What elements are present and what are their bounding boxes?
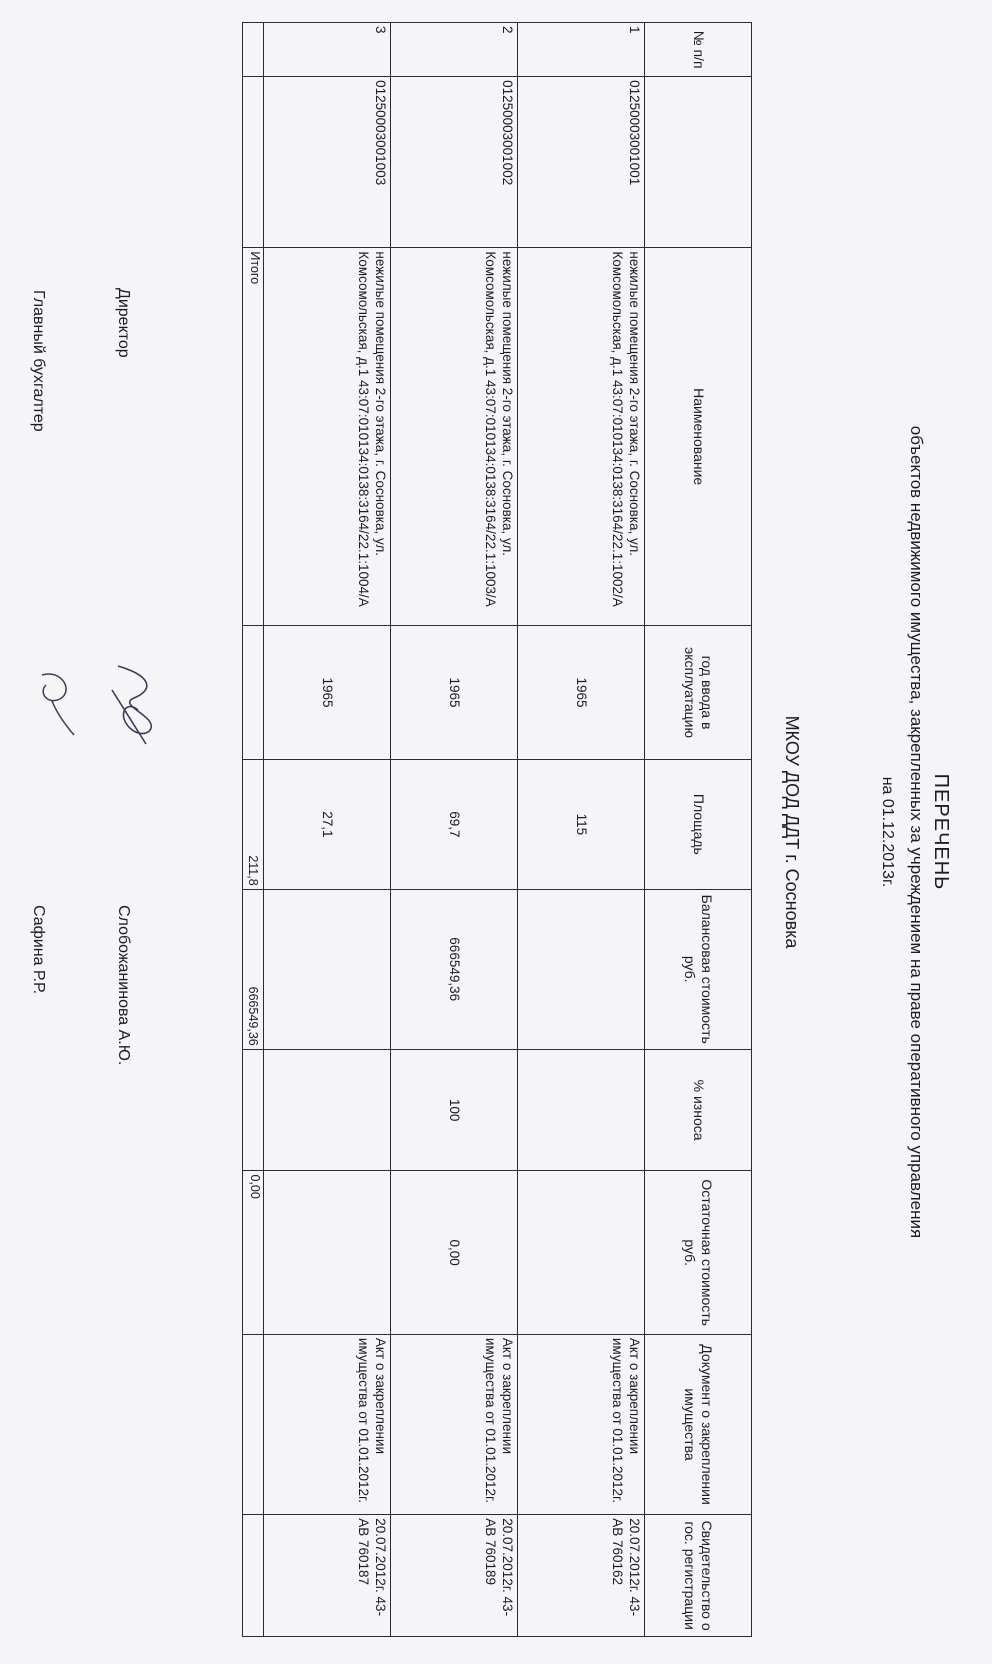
- column-header-area: Площадь: [645, 760, 752, 890]
- transfer-document: Акт о закреплении имущества от 01.01.2012г.: [264, 1334, 391, 1514]
- wear-value: [264, 1049, 391, 1171]
- column-header-name: Наименование: [645, 248, 752, 626]
- area-value: 115: [518, 760, 645, 890]
- column-header-residual: Остаточная стоимость руб.: [645, 1171, 752, 1334]
- document-subtitle: объектов недвижимого имущества, закрепленных за учреждением на праве оперативного управления: [907, 425, 926, 1239]
- commission-year: 1965: [391, 625, 518, 759]
- director-signature: [102, 660, 162, 750]
- document-date: на 01.12.2013г.: [879, 776, 896, 888]
- property-table: [242, 22, 752, 1637]
- document-title: ПЕРЕЧЕНЬ: [930, 773, 952, 891]
- total-empty-cell: [243, 23, 264, 77]
- chief-accountant-label: Главный бухгалтер: [30, 290, 47, 432]
- column-header-year: год ввода в эксплуатацию: [645, 625, 752, 759]
- column-header-balance: Балансовая стоимость руб.: [645, 889, 752, 1049]
- residual-value: 0,00: [391, 1171, 518, 1334]
- registration-certificate: 20.07.2012г. 43-АВ 760189: [391, 1515, 518, 1637]
- inventory-code: 01250003001001: [518, 77, 645, 248]
- column-header-wear: % износа: [645, 1049, 752, 1171]
- registration-certificate: 20.07.2012г. 43-АВ 760187: [264, 1515, 391, 1637]
- property-name: нежилые помещения 2-го этажа, г. Сосновка, ул. Комсомольская, д.1 43:07:010134:0138:3164/22.1:1003/А: [391, 248, 518, 626]
- row-number: 2: [391, 23, 518, 77]
- inventory-code: 01250003001003: [264, 77, 391, 248]
- table-row: [391, 23, 518, 1637]
- commission-year: 1965: [264, 625, 391, 759]
- column-header-document: Документ о закреплении имущества: [645, 1334, 752, 1514]
- chief-accountant-name: Сафина Р.Р.: [30, 905, 47, 995]
- column-header-certificate: Свидетельство о гос. регистрации: [645, 1515, 752, 1637]
- organization-name: МКОУ ДОД ДДТ г. Сосновка: [782, 715, 802, 949]
- residual-value: [264, 1171, 391, 1334]
- chief-accountant-signature: [22, 665, 82, 745]
- total-empty-cell: [243, 77, 264, 248]
- property-name: нежилые помещения 2-го этажа, г. Сосновка, ул. Комсомольская, д.1 43:07:010134:0138:3164/22.1:1004/А: [264, 248, 391, 626]
- total-area: 211,8: [243, 760, 264, 890]
- director-label: Директор: [115, 288, 132, 358]
- total-row: [243, 23, 264, 1637]
- table-row: [518, 23, 645, 1637]
- balance-value: [264, 889, 391, 1049]
- area-value: 27,1: [264, 760, 391, 890]
- residual-value: [518, 1171, 645, 1334]
- table-row: [264, 23, 391, 1637]
- total-empty-cell: [243, 1049, 264, 1171]
- commission-year: 1965: [518, 625, 645, 759]
- total-empty-cell: [243, 625, 264, 759]
- total-balance: 666549,36: [243, 889, 264, 1049]
- area-value: 69,7: [391, 760, 518, 890]
- wear-value: [518, 1049, 645, 1171]
- column-header-code: [645, 77, 752, 248]
- transfer-document: Акт о закреплении имущества от 01.01.2012г.: [391, 1334, 518, 1514]
- balance-value: [518, 889, 645, 1049]
- total-empty-cell: [243, 1515, 264, 1637]
- row-number: 1: [518, 23, 645, 77]
- total-empty-cell: [243, 1334, 264, 1514]
- property-name: нежилые помещения 2-го этажа, г. Сосновка, ул. Комсомольская, д.1 43:07:010134:0138:3164/22.1:1002/А: [518, 248, 645, 626]
- balance-value: 666549,36: [391, 889, 518, 1049]
- table-header-row: [645, 23, 752, 1637]
- transfer-document: Акт о закреплении имущества от 01.01.2012г.: [518, 1334, 645, 1514]
- total-label: Итого: [243, 248, 264, 626]
- total-residual: 0,00: [243, 1171, 264, 1334]
- director-name: Слобожанинова А.Ю.: [115, 905, 132, 1066]
- row-number: 3: [264, 23, 391, 77]
- registration-certificate: 20.07.2012г. 43-АВ 760162: [518, 1515, 645, 1637]
- column-header-number: № п/п: [645, 23, 752, 77]
- wear-value: 100: [391, 1049, 518, 1171]
- inventory-code: 01250003001002: [391, 77, 518, 248]
